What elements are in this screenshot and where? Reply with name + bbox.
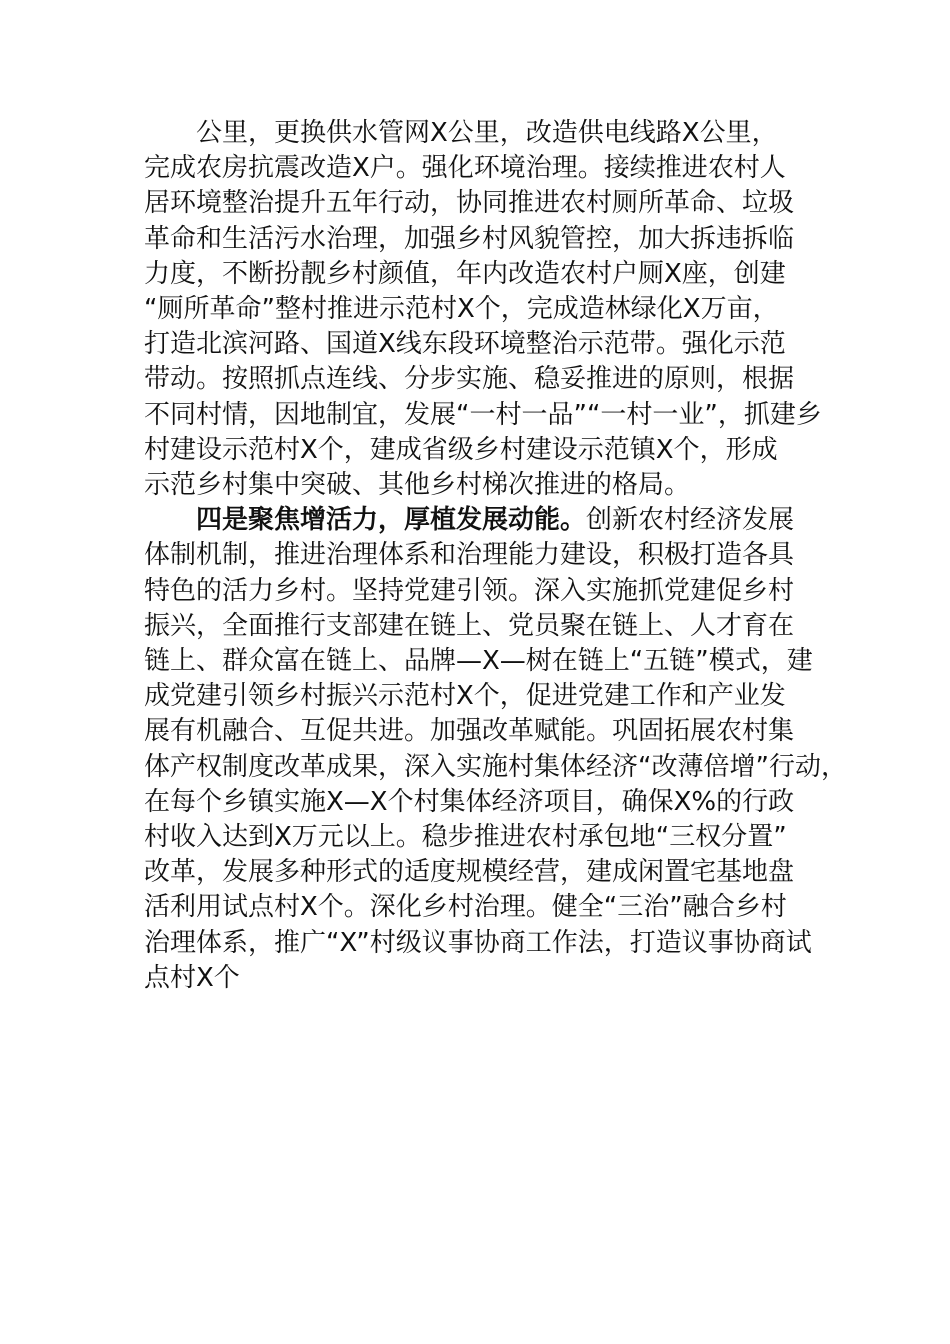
text-line: 体产权制度改革成果，深入实施村集体经济“改薄倍增”行动，	[144, 751, 847, 782]
text-line: “厕所革命”整村推进示范村X个，完成造林绿化X万亩，	[144, 294, 779, 325]
text-line: 点村X个	[144, 962, 240, 993]
text-line: 公里，更换供水管网X公里，改造供电线路X公里，	[196, 118, 778, 148]
text-line: 振兴，全面推行支部建在链上、党员聚在链上、人才育在	[144, 610, 795, 641]
section-heading: 四是聚焦增活力，厚植发展动能。	[196, 505, 587, 536]
paragraph-first-line	[144, 503, 808, 538]
text-line: 居环境整治提升五年行动，协同推进农村厕所革命、垃圾	[144, 188, 795, 219]
text-line: 活利用试点村X个。深化乡村治理。健全“三治”融合乡村	[144, 892, 787, 923]
text-line: 链上、群众富在链上、品牌—X—树在链上“五链”模式，建	[144, 646, 813, 677]
text-run: 创新农村经济发展	[586, 505, 795, 536]
paragraph-environment	[144, 116, 822, 503]
text-line: 特色的活力乡村。坚持党建引领。深入实施抓党建促乡村	[144, 575, 795, 606]
text-line: 村收入达到X万元以上。稳步推进农村承包地“三权分置”	[144, 822, 787, 853]
text-line: 村建设示范村X个，建成省级乡村建设示范镇X个，形成	[144, 434, 778, 465]
text-line: 革命和生活污水治理，加强乡村风貌管控，加大拆违拆临	[144, 223, 795, 254]
text-line: 打造北滨河路、国道X线东段环境整治示范带。强化示范	[144, 329, 786, 360]
text-line: 完成农房抗震改造X户。强化环境治理。接续推进农村人	[144, 153, 786, 184]
text-line: 力度，不断扮靓乡村颜值，年内改造农村户厕X座，创建	[144, 258, 786, 289]
text-line: 体制机制，推进治理体系和治理能力建设，积极打造各具	[144, 540, 795, 571]
text-line: 在每个乡镇实施X—X个村集体经济项目，确保X%的行政	[144, 786, 795, 817]
text-line: 成党建引领乡村振兴示范村X个，促进党建工作和产业发	[144, 681, 786, 712]
text-line: 示范乡村集中突破、其他乡村梯次推进的格局。	[144, 470, 691, 501]
text-line: 带动。按照抓点连线、分步实施、稳妥推进的原则，根据	[144, 364, 795, 395]
text-line: 改革，发展多种形式的适度规模经营，建成闲置宅基地盘	[144, 857, 795, 888]
text-line: 展有机融合、互促共进。加强改革赋能。巩固拓展农村集	[144, 716, 795, 747]
paragraph-vitality	[144, 503, 847, 996]
document-body	[144, 116, 847, 996]
text-line: 不同村情，因地制宜，发展“一村一品”“一村一业”，抓建乡	[144, 399, 822, 430]
text-line: 治理体系，推广“X”村级议事协商工作法，打造议事协商试	[144, 927, 812, 958]
